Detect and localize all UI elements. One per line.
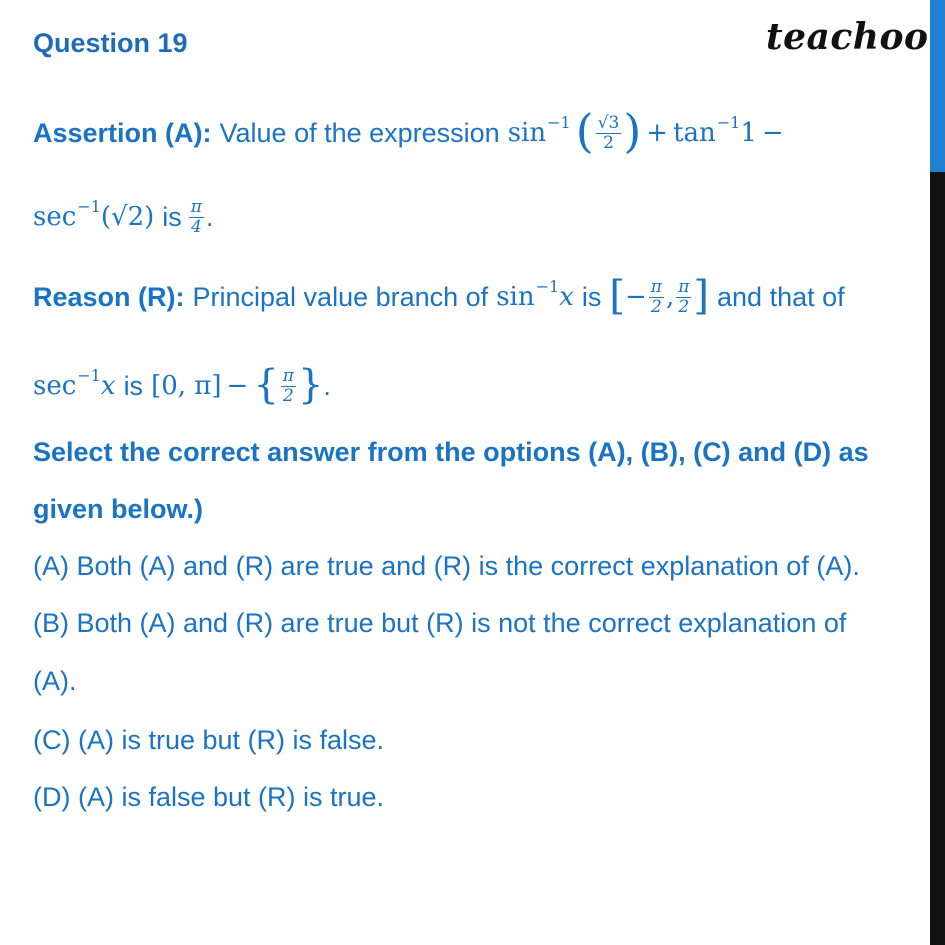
option-b-continued: (A). xyxy=(33,666,77,696)
left-bracket: [ xyxy=(609,273,625,319)
assertion-text: Value of the expression xyxy=(219,117,500,148)
scrollbar[interactable] xyxy=(930,0,945,945)
fraction-denominator: 2 xyxy=(678,296,690,317)
fraction-numerator: π xyxy=(678,276,690,297)
and-that-of-text: and that of xyxy=(717,281,845,312)
fraction-numerator: π xyxy=(190,197,202,217)
assertion-line-2 xyxy=(33,198,214,236)
left-brace: { xyxy=(253,362,279,408)
assertion-line-1 xyxy=(33,104,784,158)
fraction-denominator: 2 xyxy=(603,132,614,153)
option-d: (D) (A) is false but (R) is true. xyxy=(33,782,385,812)
question-title: Question 19 xyxy=(33,28,188,58)
fraction-numerator: π xyxy=(650,276,662,297)
interval-0-pi: [0, π] xyxy=(151,371,222,401)
inverse-superscript: −1 xyxy=(547,112,571,132)
pi-over-2-fraction xyxy=(649,278,664,316)
option-c: (C) (A) is true but (R) is false. xyxy=(33,725,385,755)
variable-x: x xyxy=(559,282,574,312)
reason-line-1 xyxy=(33,273,845,319)
pi-over-2-fraction xyxy=(281,367,296,405)
sec-inverse-function: sec xyxy=(33,202,77,233)
inverse-superscript: −1 xyxy=(716,112,741,132)
option-b: (B) Both (A) and (R) are true but (R) is not the correct explanation of xyxy=(33,608,847,638)
option-a: (A) Both (A) and (R) are true and (R) is the correct explanation of (A). xyxy=(33,551,860,581)
pi-over-4-fraction xyxy=(189,198,204,236)
inverse-superscript: −1 xyxy=(77,365,101,385)
is-word: is xyxy=(581,281,602,312)
scrollbar-thumb[interactable] xyxy=(930,0,945,172)
minus-sign: − xyxy=(761,118,784,148)
period: . xyxy=(323,370,331,401)
sin-inverse-function: sin xyxy=(507,118,547,148)
sin-inverse-function: sin xyxy=(496,282,535,312)
fraction-numerator: π xyxy=(282,365,294,386)
is-word: is xyxy=(123,370,144,401)
right-bracket: ] xyxy=(693,273,710,319)
sec-inverse-function: sec xyxy=(33,371,77,401)
sqrt3-over-2-fraction xyxy=(596,114,622,152)
tan-argument: 1 xyxy=(740,118,757,148)
set-minus-sign: − xyxy=(226,371,249,401)
right-brace: } xyxy=(297,362,324,408)
fraction-numerator: √3 xyxy=(597,112,620,133)
minus-sign: − xyxy=(624,282,647,312)
variable-x: x xyxy=(100,371,116,401)
fraction-denominator: 2 xyxy=(282,385,294,406)
fraction-denominator: 4 xyxy=(190,216,202,237)
reason-line-2 xyxy=(33,362,331,408)
fraction-denominator: 2 xyxy=(650,296,662,317)
right-paren: ) xyxy=(623,104,642,158)
period: . xyxy=(205,201,214,232)
instruction-line-2: given below.) xyxy=(33,494,204,524)
assertion-label: Assertion (A): xyxy=(33,117,212,148)
teachoo-logo: teachoo xyxy=(766,16,929,58)
is-word: is xyxy=(162,201,182,232)
inverse-superscript: −1 xyxy=(77,196,101,216)
left-paren: ( xyxy=(575,104,594,158)
plus-sign: + xyxy=(646,118,669,148)
sec-argument: (√2) xyxy=(100,202,155,233)
comma: , xyxy=(665,282,675,312)
pi-over-2-fraction xyxy=(676,278,691,316)
inverse-superscript: −1 xyxy=(535,276,560,296)
reason-label: Reason (R): xyxy=(33,281,185,312)
instruction-line-1: Select the correct answer from the options (A), (B), (C) and (D) as xyxy=(33,437,869,467)
reason-text: Principal value branch of xyxy=(192,281,489,312)
tan-inverse-function: tan xyxy=(673,118,716,148)
